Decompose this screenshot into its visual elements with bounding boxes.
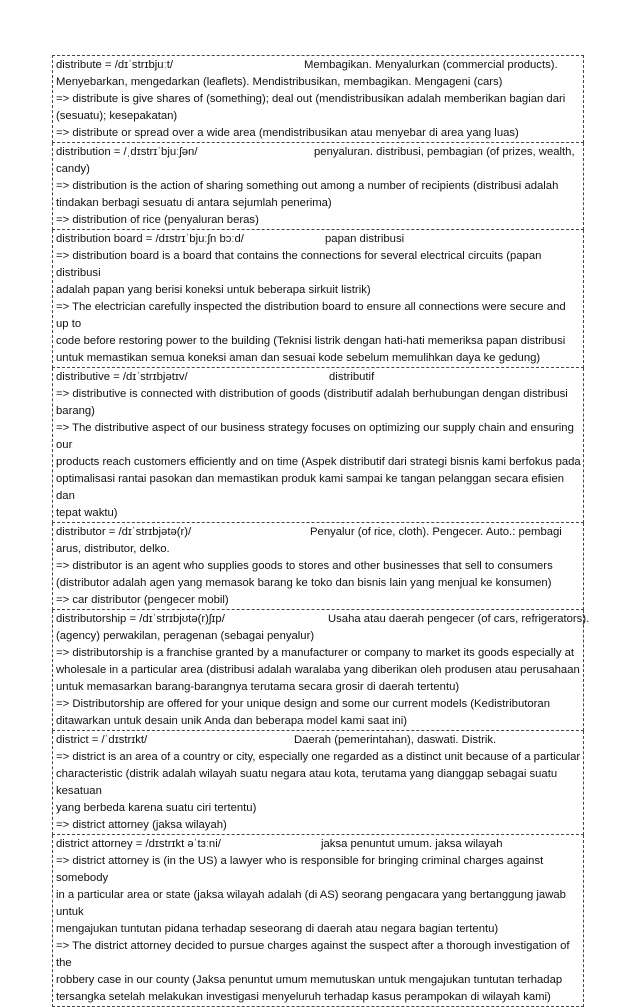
entry-definition-line: => district attorney (jaksa wilayah)	[56, 819, 227, 831]
entry-term: distributor = /dɪˈstrɪbjətə(r)/	[56, 526, 192, 538]
entry-term: distribution = /ˌdɪstrɪˈbjuːʃən/	[56, 146, 198, 158]
entry-translation: distributif	[329, 371, 375, 383]
entry-definition-line: => distribution is the action of sharing something out among a number of recipients (distribusi adalah	[56, 180, 559, 192]
entry-definition-line: => district attorney is (in the US) a lawyer who is responsible for bringing criminal charges against somebody	[56, 855, 544, 884]
dictionary-entry	[52, 143, 584, 230]
entry-definition-line: untuk memastikan semua koneksi aman dan sesuai kode sebelum memulihkan daya ke gedung)	[56, 352, 541, 364]
entry-term: distribute = /dɪˈstrɪbjuːt/	[56, 59, 173, 71]
entry-definition-line: robbery case in our county (Jaksa penuntut umum memutuskan untuk mengajukan tuntutan terhadap	[56, 974, 563, 986]
entry-term: distributive = /dɪˈstrɪbjətɪv/	[56, 371, 188, 383]
entry-translation: Daerah (pemerintahan), daswati. Distrik.	[294, 734, 497, 746]
dictionary-entry	[52, 55, 584, 143]
entry-definition-line: (distributor adalah agen yang memasok barang ke toko dan bisnis lain yang menjual ke konsumen)	[56, 577, 552, 589]
entry-headline	[56, 57, 581, 74]
entry-definition-line: adalah papan yang berisi koneksi untuk beberapa sirkuit listrik)	[56, 284, 371, 296]
entry-translation-continued: (agency) perwakilan, peragenan (sebagai penyalur)	[56, 630, 315, 642]
entry-translation: Membagikan. Menyalurkan (commercial products).	[304, 59, 558, 71]
entry-definition-line: characteristic (distrik adalah wilayah suatu negara atau kota, terutama yang dianggap sebagai suatu kesatuan	[56, 768, 558, 797]
entry-headline	[56, 611, 590, 628]
entry-headline	[56, 369, 581, 386]
entry-definition-line: ditawarkan untuk desain unik Anda dan beberapa model kami saat ini)	[56, 715, 408, 727]
entry-definition-line: tepat waktu)	[56, 507, 118, 519]
entry-headline	[56, 732, 581, 749]
entry-translation: papan distribusi	[325, 233, 405, 245]
entry-definition-line: => distributorship is a franchise granted by a manufacturer or company to market its goods especially at	[56, 647, 575, 659]
entry-definition-line: mengajukan tuntutan pidana terhadap seseorang di daerah atau negara bagian tertentu)	[56, 923, 499, 935]
entry-term: distributorship = /dɪˈstrɪbjʊtə(r)ʃɪp/	[56, 613, 225, 625]
dictionary-entry	[52, 835, 584, 1007]
entry-definition-line: => distribute is give shares of (something); deal out (mendistribusikan adalah memberikan bagian dari	[56, 93, 566, 105]
entry-term: district attorney = /dɪstrɪkt əˈtɜːni/	[56, 838, 221, 850]
entry-definition-line: products reach customers efficiently and on time (Aspek distributif dari strategi bisnis kami berfokus pada	[56, 456, 581, 468]
entry-translation: jaksa penuntut umum. jaksa wilayah	[321, 838, 503, 850]
entry-translation: Penyalur (of rice, cloth). Pengecer. Auto.: pembagi	[310, 526, 562, 538]
entry-translation: penyaluran. distribusi, pembagian (of prizes, wealth,	[314, 146, 575, 158]
entry-term: district = /ˈdɪstrɪkt/	[56, 734, 148, 746]
entry-definition-line: => car distributor (pengecer mobil)	[56, 594, 229, 606]
entry-definition-line: code before restoring power to the building (Teknisi listrik dengan hati-hati memeriksa papan distribusi	[56, 335, 566, 347]
entry-definition-line: untuk memasarkan barang-barangnya terutama secara grosir di daerah tertentu)	[56, 681, 460, 693]
entry-definition-line: => distribute or spread over a wide area (mendistribusikan atau menyebar di area yang luas)	[56, 127, 519, 139]
entry-translation-continued: Menyebarkan, mengedarkan (leaflets). Mendistribusikan, membagikan. Mengageni (cars)	[56, 76, 503, 88]
dictionary-entry	[52, 731, 584, 835]
entry-headline	[56, 231, 581, 248]
entry-definition-line: tindakan berbagi sesuatu di antara sejumlah penerima)	[56, 197, 332, 209]
entry-definition-line: => distributive is connected with distribution of goods (distributif adalah berhubungan dengan distribusi	[56, 388, 568, 400]
entry-translation-continued: arus, distributor, delko.	[56, 543, 170, 555]
entry-headline	[56, 144, 581, 161]
entry-definition-line: yang berbeda karena suatu ciri tertentu)	[56, 802, 257, 814]
entry-definition-line: => distribution of rice (penyaluran beras)	[56, 214, 259, 226]
entry-definition-line: (sesuatu); kesepakatan)	[56, 110, 178, 122]
dictionary-sheet	[52, 55, 590, 1007]
entry-term: distribution board = /dɪstrɪˈbjuːʃn bɔːd/	[56, 233, 244, 245]
entry-definition-line: in a particular area or state (jaksa wilayah adalah (di AS) seorang pengacara yang bertanggung jawab untuk	[56, 889, 566, 918]
entry-definition-line: => Distributorship are offered for your unique design and some our current models (Kedistributoran	[56, 698, 550, 710]
dictionary-entry	[52, 610, 590, 731]
entry-definition-line: barang)	[56, 405, 95, 417]
dictionary-entry	[52, 230, 584, 368]
entry-definition-line: wholesale in a particular area (distribusi adalah waralaba yang diberikan oleh produsen atau perusahaan	[56, 664, 580, 676]
dictionary-entry	[52, 523, 584, 610]
entry-definition-line: tersangka setelah melakukan investigasi menyeluruh terhadap kasus perampokan di wilayah kami)	[56, 991, 551, 1003]
dictionary-entry	[52, 368, 584, 523]
entry-definition-line: => The electrician carefully inspected the distribution board to ensure all connections were secure and up to	[56, 301, 566, 330]
entry-translation: Usaha atau daerah pengecer (of cars, refrigerators).	[328, 613, 590, 625]
entry-definition-line: => distribution board is a board that contains the connections for several electrical circuits (papan distribusi	[56, 250, 542, 279]
entry-definition-line: => The distributive aspect of our business strategy focuses on optimizing our supply chain and ensuring our	[56, 422, 574, 451]
entry-definition-line: optimalisasi rantai pasokan dan memastikan produk kami sampai ke tangan pelanggan secara efisien dan	[56, 473, 565, 502]
entry-definition-line: => The district attorney decided to pursue charges against the suspect after a thorough investigation of the	[56, 940, 570, 969]
entry-definition-line: => distributor is an agent who supplies goods to stores and other businesses that sell to consumers	[56, 560, 553, 572]
entry-headline	[56, 524, 581, 541]
entry-translation-continued: candy)	[56, 163, 90, 175]
entry-definition-line: => district is an area of a country or city, especially one regarded as a distinct unit because of a particular	[56, 751, 581, 763]
entry-headline	[56, 836, 581, 853]
